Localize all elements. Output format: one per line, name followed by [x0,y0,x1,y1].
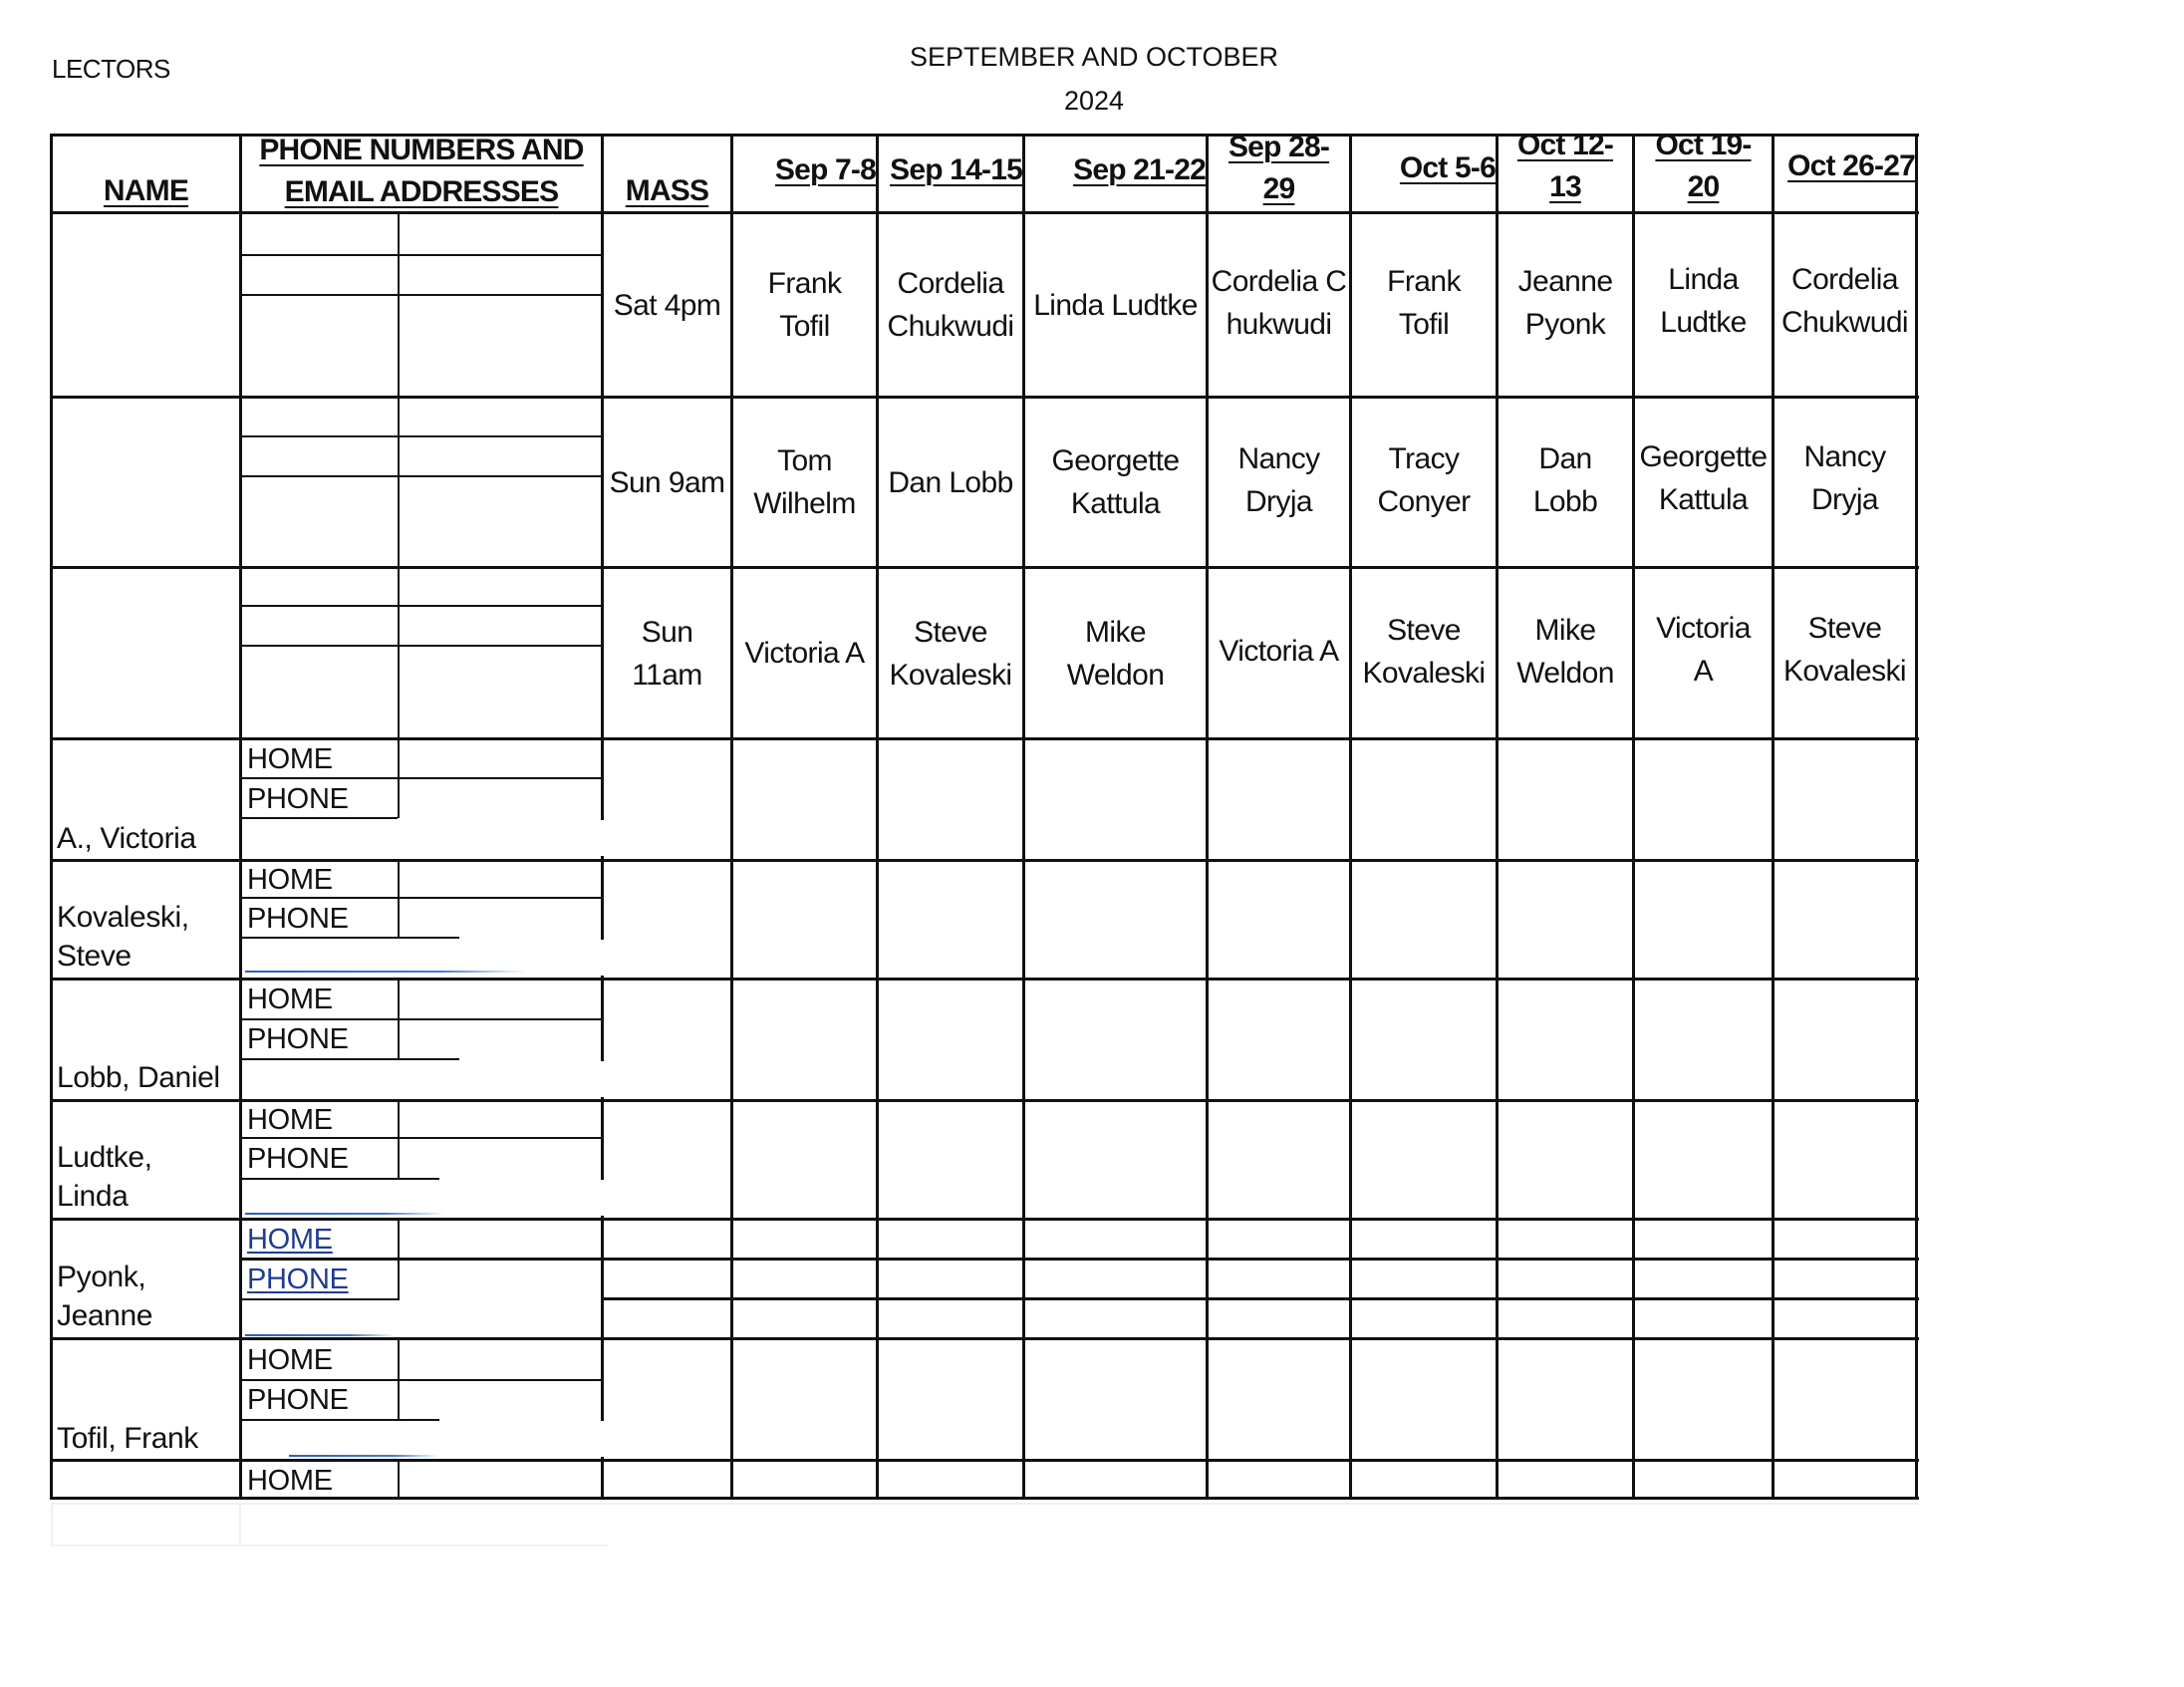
assignment-cell[interactable]: Steve Kovaleski [889,615,1012,692]
email-link-underline[interactable] [245,1334,395,1336]
assignment-cell[interactable]: Nancy Dryja [1237,442,1320,518]
home-label: HOME [247,864,333,896]
bleed-through-line [51,1503,1919,1505]
subrow-line [240,605,603,607]
subcol-line [398,1220,400,1299]
page-label: LECTORS [52,54,170,84]
home-label: HOME [247,984,333,1015]
subcol-line [398,1100,400,1178]
assignment-cell[interactable]: Mike Weldon [1516,613,1614,690]
subcol-line [398,860,400,938]
contact-name: A., Victoria [57,822,196,855]
bleed-through-line [239,1503,241,1546]
assignment-cell[interactable]: Nancy Dryja [1803,440,1886,516]
subcol-line [398,1340,400,1420]
subcol-line [398,213,400,397]
assignment-cell[interactable]: Steve Kovaleski [1362,613,1486,690]
mass-time: Sat 4pm [613,288,721,322]
bleed-through-line [51,1545,609,1546]
page-year: 2024 [1063,86,1125,116]
redacted-email [242,819,611,857]
subcol-line [398,397,400,567]
contact-name: Linda [57,1180,129,1213]
contact-name: Tofil, Frank [57,1422,198,1455]
assignment-cell[interactable]: Cordelia Chukwudi [1211,265,1347,341]
assignment-cell[interactable]: Tom Wilhelm [753,444,856,520]
home-label: HOME [247,743,333,775]
phone-link[interactable]: PHONE [247,1264,349,1295]
header-date-5: Oct 5-6 [1399,151,1496,184]
header-date-6: Oct 12- 13 [1516,129,1614,203]
table-right-border [1915,134,1918,1500]
subcol-line [398,1461,400,1499]
header-date-3: Sep 21-22 [1073,153,1206,186]
assignment-cell[interactable]: Georgette Kattula [1051,444,1180,520]
home-label: HOME [247,1465,333,1497]
subrow-line [240,1058,459,1060]
header-date-8: Oct 26-27 [1787,149,1915,182]
mass-time: Sun 11am [632,615,702,692]
header-date-7: Oct 19- 20 [1655,129,1752,203]
assignment-cell[interactable]: Dan Lobb [888,465,1013,499]
redacted-phone [401,1061,612,1097]
contact-name: Ludtke, [57,1141,152,1174]
subcol-line [398,567,400,738]
assignment-cell[interactable]: Cordelia Chukwudi [1781,263,1908,339]
redacted-phone [401,1180,612,1216]
subcol-line [398,979,400,1058]
assignment-cell[interactable]: Georgette Kattula [1639,440,1768,516]
subrow-line [240,645,603,647]
row-border [51,1337,1919,1340]
phone-label: PHONE [247,783,349,815]
assignment-cell[interactable]: Cordelia Chukwudi [887,267,1014,343]
contact-name: Pyonk, [57,1261,146,1293]
home-link[interactable]: HOME [247,1224,333,1256]
email-link-underline[interactable] [245,971,526,973]
page-title: SEPTEMBER AND OCTOBER [909,42,1279,72]
contact-name: Steve [57,940,132,973]
header-date-1: Sep 7-8 [774,153,876,186]
assignment-cell[interactable]: Steve Kovaleski [1783,611,1906,688]
contact-name: Kovaleski, [57,901,189,934]
assignment-cell[interactable]: Mike Weldon [1066,615,1165,692]
assignment-cell[interactable]: Victoria A [1219,635,1339,668]
subcol-line [398,738,400,818]
assignment-cell[interactable]: Dan Lobb [1532,442,1598,518]
home-label: HOME [247,1344,333,1376]
assignment-cell[interactable]: Tracy Conyer [1377,442,1471,518]
header-mass: MASS [625,174,709,207]
header-date-2: Sep 14-15 [890,153,1022,186]
row-border [240,1258,1919,1261]
phone-label: PHONE [247,1384,349,1416]
subrow-line [240,294,603,296]
subrow-line [240,1298,400,1300]
phone-label: PHONE [247,903,349,935]
assignment-cell[interactable]: Jeanne Pyonk [1517,265,1613,341]
assignment-cell[interactable]: Frank Tofil [767,267,842,343]
mass-time: Sun 9am [609,465,725,499]
phone-label: PHONE [247,1143,349,1175]
subrow-line [240,475,603,477]
assignment-cell[interactable]: Linda Ludtke [1660,263,1747,339]
assignment-cell[interactable]: Victoria A [744,637,865,670]
header-date-4: Sep 28- 29 [1228,131,1330,205]
redacted-phone [401,1421,612,1457]
subrow-line [240,254,603,256]
col-border [239,134,242,1500]
contact-name: Jeanne [57,1299,153,1332]
table-left-border [50,134,53,1500]
assignment-cell[interactable]: Frank Tofil [1387,265,1461,341]
assignment-cell[interactable]: Linda Ludtke [1033,288,1198,322]
row-border [601,1297,1919,1300]
email-link-underline[interactable] [245,1213,444,1215]
bleed-through-line [51,1503,53,1546]
email-link-underline[interactable] [289,1455,438,1457]
phone-label: PHONE [247,1023,349,1055]
home-label: HOME [247,1104,333,1136]
subrow-line [240,435,603,437]
assignment-cell[interactable]: Victoria A [1656,611,1751,688]
contact-name: Lobb, Daniel [57,1061,220,1094]
header-name: NAME [103,174,189,207]
header-contact: PHONE NUMBERS AND EMAIL ADDRESSES [259,134,584,208]
